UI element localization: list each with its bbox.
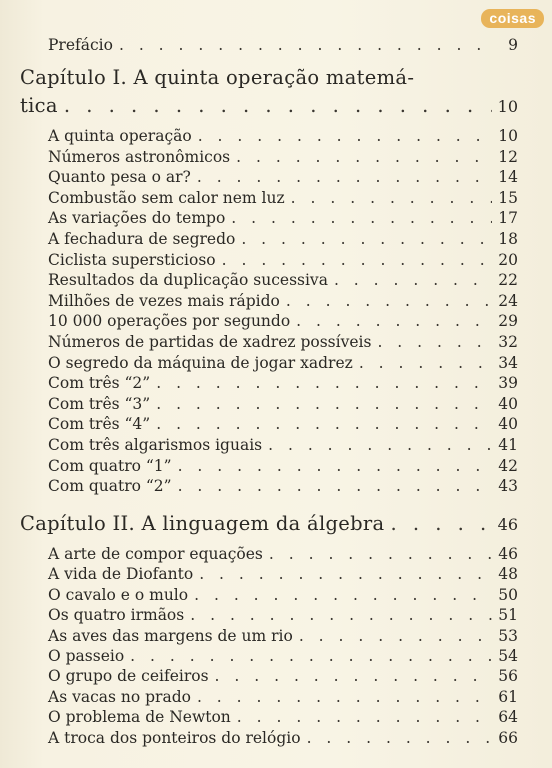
toc-entry	[48, 126, 518, 146]
toc-entry-label: As aves das margens de um rio	[48, 626, 293, 645]
toc-entry	[48, 208, 518, 228]
toc-entry-label: A arte de compor equações	[48, 545, 263, 563]
chapter-2-heading	[20, 510, 518, 538]
toc-entry	[48, 270, 518, 290]
toc-entry-label: O passeio	[48, 647, 125, 665]
leader-dots	[156, 373, 492, 393]
leader-dots	[190, 605, 492, 625]
toc-entry	[48, 332, 518, 352]
leader-dots	[199, 564, 492, 584]
toc-entry-label: Com quatro “1”	[48, 456, 172, 475]
toc-entry-label: 10 000 operações por segundo	[48, 312, 291, 331]
chapter-1-title-line2: tica	[20, 94, 58, 117]
chapter-2-page: 46	[497, 515, 518, 534]
toc-entry-label: Os quatro irmãos	[48, 606, 185, 625]
leader-dots	[194, 585, 492, 605]
toc-entry	[48, 687, 518, 707]
toc-entry	[48, 728, 518, 748]
toc-entry-page: 51	[498, 606, 518, 625]
toc-entry	[48, 394, 518, 414]
toc-entry-page: 9	[508, 36, 518, 54]
toc-entry-page: 50	[498, 585, 518, 604]
toc-entry	[48, 707, 518, 727]
toc-entry-page: 61	[498, 687, 518, 706]
toc-entry	[48, 666, 518, 686]
toc-entry-label: Com três algarismos iguais	[48, 436, 263, 454]
toc-entry-page: 40	[498, 415, 518, 434]
toc-entry-label: Com três “2”	[48, 374, 151, 393]
toc-entry	[48, 250, 518, 270]
toc-entry-label: Números de partidas de xadrez possíveis	[48, 333, 372, 351]
watermark-badge: coisas	[481, 9, 544, 28]
toc-entry-label: Combustão sem calor nem luz	[48, 188, 285, 207]
toc-entry	[48, 414, 518, 434]
chapter-1-title: Capítulo I. A quinta operação matemá-	[20, 66, 415, 89]
leader-dots	[307, 728, 492, 748]
toc-entry-page: 42	[498, 456, 518, 475]
toc-entry-label: A vida de Diofanto	[48, 565, 194, 584]
toc-entry	[48, 456, 518, 476]
toc-entry-page: 18	[498, 230, 518, 248]
toc-entry-page: 15	[498, 188, 518, 207]
leader-dots	[119, 35, 492, 55]
toc-entry-page: 14	[498, 168, 518, 187]
toc-entry-page: 29	[498, 312, 518, 331]
leader-dots	[269, 544, 492, 564]
toc-entry-label: Prefácio	[48, 36, 113, 54]
toc-entry	[48, 147, 518, 167]
toc-entry-label: A fechadura de segredo	[48, 230, 236, 248]
toc-entry	[48, 585, 518, 605]
toc-entry	[48, 476, 518, 496]
toc-entry	[48, 188, 518, 208]
leader-dots	[286, 291, 492, 311]
leader-dots	[268, 435, 492, 455]
toc-entry	[48, 373, 518, 393]
toc-entry-label: Ciclista supersticioso	[48, 250, 216, 269]
toc-entry-label: As vacas no prado	[48, 687, 191, 706]
toc-entry	[48, 311, 518, 331]
leader-dots	[130, 646, 492, 666]
leader-dots	[198, 126, 492, 146]
leader-dots	[222, 250, 492, 270]
leader-dots	[299, 626, 492, 646]
toc-entry-label: Com três “3”	[48, 394, 151, 413]
toc-entry	[48, 229, 518, 249]
toc-entry-page: 43	[498, 477, 518, 496]
toc-entry-page: 39	[498, 374, 518, 393]
leader-dots	[197, 687, 492, 707]
leader-dots	[291, 188, 492, 208]
toc-entry-label: A troca dos ponteiros do relógio	[48, 728, 301, 747]
toc-entry-page: 66	[498, 728, 518, 747]
leader-dots	[178, 476, 492, 496]
toc-entry-page: 34	[498, 353, 518, 372]
chapter-2-title: Capítulo II. A linguagem da álgebra	[20, 512, 385, 535]
leader-dots	[64, 92, 492, 120]
leader-dots	[359, 353, 492, 373]
toc-entry-page: 64	[498, 708, 518, 727]
leader-dots	[215, 666, 492, 686]
toc-entry-label: Resultados da duplicação sucessiva	[48, 271, 328, 290]
toc-entry-page: 12	[498, 147, 518, 166]
toc-entry	[48, 626, 518, 646]
toc-entry-preface	[48, 35, 518, 55]
leader-dots	[156, 414, 492, 434]
leader-dots	[334, 270, 492, 290]
toc-entry-page: 32	[498, 333, 518, 351]
toc-entry-label: O segredo da máquina de jogar xadrez	[48, 353, 353, 372]
chapter-1-title-cont	[20, 92, 518, 120]
toc-entry-page: 40	[498, 394, 518, 413]
toc-entry-page: 41	[498, 436, 518, 454]
toc-entry	[48, 435, 518, 455]
toc-entry-label: O cavalo e o mulo	[48, 585, 189, 604]
toc-entry	[48, 564, 518, 584]
toc-entry	[48, 605, 518, 625]
toc-entry	[48, 353, 518, 373]
leader-dots	[231, 208, 492, 228]
leader-dots	[241, 229, 492, 249]
leader-dots	[296, 311, 492, 331]
toc-entry	[48, 544, 518, 564]
toc-entry-page: 22	[498, 271, 518, 290]
toc-entry-label: O grupo de ceifeiros	[48, 667, 209, 686]
toc-entry-page: 46	[498, 545, 518, 563]
toc-entry-page: 56	[498, 667, 518, 686]
toc-entry-label: Quanto pesa o ar?	[48, 168, 191, 187]
toc-entry-page: 54	[498, 647, 518, 665]
toc-entry-page: 24	[498, 291, 518, 310]
toc-entry	[48, 291, 518, 311]
toc-entry	[48, 646, 518, 666]
toc-entry-page: 48	[498, 565, 518, 584]
toc-entry-label: O problema de Newton	[48, 708, 231, 727]
toc-entry-page: 17	[498, 209, 518, 228]
leader-dots	[390, 510, 492, 538]
toc-entry-page: 53	[498, 626, 518, 645]
toc-entry-page: 20	[498, 250, 518, 269]
leader-dots	[156, 394, 492, 414]
toc-entry-page: 10	[498, 127, 518, 145]
chapter-1-page: 10	[497, 97, 518, 116]
leader-dots	[377, 332, 492, 352]
toc-entry-label: As variações do tempo	[48, 209, 226, 228]
toc-entry-label: Milhões de vezes mais rápido	[48, 291, 280, 310]
leader-dots	[178, 456, 492, 476]
leader-dots	[237, 707, 492, 727]
leader-dots	[197, 167, 492, 187]
leader-dots	[236, 147, 492, 167]
toc-entry-label: Com três “4”	[48, 415, 151, 434]
toc-entry	[48, 167, 518, 187]
toc-entry-label: Números astronômicos	[48, 147, 231, 166]
toc-entry-label: A quinta operação	[48, 127, 192, 145]
toc-entry-label: Com quatro “2”	[48, 477, 172, 496]
